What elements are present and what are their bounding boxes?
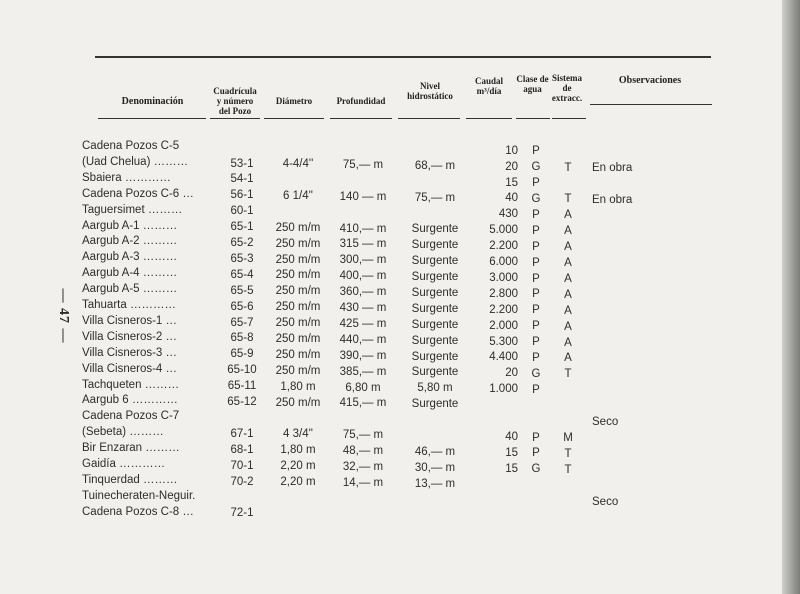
cell-denominacion: Aargub 6 …………	[82, 394, 178, 407]
header-cuadricula: Cuadrícula y número del Pozo	[213, 86, 257, 116]
cell-denominacion: Tinquerdad ………	[82, 473, 178, 486]
cell-diametro: 1,80 m	[280, 380, 316, 393]
cell-clase: G	[531, 367, 541, 380]
cell-sistema: A	[564, 257, 572, 269]
cell-clase: P	[532, 224, 540, 237]
cell-cuadricula: 65-12	[227, 396, 257, 409]
header-rule-5	[398, 118, 460, 119]
cell-nivel: Surgente	[411, 255, 459, 268]
cell-profundidad: 400,— m	[339, 270, 387, 283]
cell-diametro: 250 m/m	[275, 364, 321, 377]
cell-caudal: 1.000	[489, 383, 518, 396]
cell-denominacion: Cadena Pozos C-5	[82, 140, 180, 152]
cell-cuadricula: 65-7	[230, 316, 254, 329]
cell-profundidad: 300,— m	[339, 254, 387, 267]
cell-caudal: 2.000	[489, 319, 518, 332]
cell-sistema: A	[564, 241, 572, 254]
header-rule-7	[516, 118, 550, 119]
cell-cuadricula: 70-2	[230, 475, 254, 488]
cell-cuadricula: 72-1	[230, 507, 254, 520]
cell-clase: P	[532, 383, 540, 396]
header-rule-9	[590, 104, 712, 105]
cell-denominacion: Bir Enzaran ………	[82, 442, 180, 455]
cell-nivel: 68,— m	[414, 159, 456, 172]
cell-profundidad: 440,— m	[339, 333, 387, 346]
cell-cuadricula: 70-1	[230, 459, 254, 472]
cell-caudal: 2.800	[489, 287, 518, 300]
cell-sistema: A	[564, 304, 572, 317]
cell-observaciones: En obra	[592, 162, 633, 175]
cell-clase: G	[531, 463, 541, 476]
cell-denominacion: Cadena Pozos C-8 …	[82, 505, 194, 518]
cell-observaciones: Seco	[592, 416, 619, 429]
cell-clase: P	[532, 256, 540, 269]
cell-cuadricula: 65-1	[230, 221, 254, 234]
cell-cuadricula: 56-1	[230, 189, 254, 202]
cell-clase: P	[532, 336, 540, 349]
cell-denominacion: Aargub A-4 ………	[82, 267, 178, 280]
page-number: — 47 —	[56, 288, 71, 344]
cell-denominacion: (Sebeta) ………	[82, 426, 164, 439]
book-spine	[782, 0, 800, 594]
cell-caudal: 15	[505, 462, 518, 475]
cell-profundidad: 385,— m	[339, 365, 387, 378]
cell-nivel: 13,— m	[414, 477, 456, 490]
cell-clase: P	[532, 320, 540, 333]
cell-cuadricula: 65-8	[230, 332, 254, 345]
cell-clase: P	[532, 208, 540, 221]
cell-sistema: T	[564, 447, 572, 460]
cell-caudal: 40	[505, 192, 518, 205]
cell-clase: P	[532, 272, 540, 285]
cell-profundidad: 32,— m	[342, 461, 384, 473]
cell-profundidad: 14,— m	[342, 476, 384, 489]
cell-nivel: 5,80 m	[417, 382, 453, 395]
cell-diametro: 250 m/m	[275, 237, 321, 250]
cell-clase: P	[532, 304, 540, 317]
cell-cuadricula: 65-9	[230, 348, 254, 361]
cell-diametro: 2,20 m	[280, 460, 316, 473]
header-rule-3	[264, 118, 324, 119]
cell-cuadricula: 65-5	[230, 284, 254, 297]
cell-caudal: 20	[505, 367, 518, 380]
cell-sistema: A	[564, 336, 572, 349]
cell-diametro: 4-4/4''	[282, 158, 314, 171]
cell-cuadricula: 65-2	[230, 237, 254, 250]
header-rule-8	[552, 118, 586, 119]
cell-cuadricula: 53-1	[230, 157, 254, 170]
cell-cuadricula: 65-11	[227, 380, 257, 393]
cell-profundidad: 75,— m	[342, 158, 384, 171]
cell-diametro: 250 m/m	[275, 301, 321, 314]
cell-caudal: 15	[505, 176, 518, 189]
cell-profundidad: 6,80 m	[345, 381, 381, 394]
cell-denominacion: (Uad Chelua) ………	[82, 155, 189, 168]
top-rule	[95, 56, 711, 58]
cell-nivel: Surgente	[411, 318, 459, 331]
cell-sistema: M	[563, 431, 573, 444]
header-rule-6	[466, 118, 512, 119]
cell-diametro: 250 m/m	[275, 348, 321, 361]
cell-profundidad: 315 — m	[339, 238, 387, 251]
cell-clase: P	[532, 288, 540, 301]
cell-profundidad: 425 — m	[339, 317, 387, 330]
cell-observaciones: Seco	[592, 495, 619, 508]
cell-diametro: 250 m/m	[275, 333, 321, 345]
cell-sistema: A	[564, 320, 572, 333]
cell-nivel: Surgente	[411, 223, 459, 236]
cell-denominacion: Aargub A-2 ………	[82, 235, 178, 248]
cell-profundidad: 430 — m	[339, 302, 387, 314]
cell-denominacion: Villa Cisneros-3 …	[82, 346, 178, 359]
cell-nivel: 30,— m	[414, 461, 456, 474]
cell-clase: P	[532, 447, 540, 460]
cell-profundidad: 75,— m	[342, 429, 384, 442]
cell-denominacion: Tahuarta …………	[82, 299, 176, 311]
cell-cuadricula: 65-3	[230, 252, 254, 265]
cell-diametro: 4 3/4''	[283, 428, 313, 441]
cell-nivel: Surgente	[411, 271, 459, 284]
cell-diametro: 250 m/m	[275, 285, 321, 298]
cell-nivel: Surgente	[411, 286, 459, 299]
header-diametro: Diámetro	[275, 96, 313, 106]
cell-clase: G	[531, 193, 541, 206]
cell-caudal: 3.000	[489, 271, 518, 284]
cell-cuadricula: 54-1	[230, 173, 254, 186]
cell-denominacion: Villa Cisneros-1 …	[82, 314, 178, 327]
cell-profundidad: 48,— m	[342, 445, 384, 458]
cell-nivel: 46,— m	[414, 445, 456, 458]
cell-denominacion: Cadena Pozos C-7	[82, 410, 180, 423]
cell-caudal: 5.000	[489, 224, 518, 237]
cell-nivel: Surgente	[411, 366, 459, 379]
cell-cuadricula: 60-1	[230, 205, 254, 218]
header-denominacion: Denominación	[121, 96, 184, 107]
cell-sistema: T	[564, 161, 572, 174]
cell-denominacion: Cadena Pozos C-6 …	[82, 187, 194, 200]
cell-diametro: 1,80 m	[280, 444, 316, 457]
cell-clase: P	[532, 177, 540, 190]
cell-denominacion: Aargub A-3 ………	[82, 251, 178, 264]
cell-profundidad: 415,— m	[339, 397, 387, 410]
header-rule-4	[330, 118, 392, 119]
cell-cuadricula: 67-1	[230, 427, 254, 440]
cell-nivel: Surgente	[411, 302, 459, 315]
cell-nivel: Surgente	[411, 239, 459, 252]
cell-profundidad: 360,— m	[339, 286, 387, 299]
header-profundidad: Profundidad	[336, 96, 386, 106]
cell-clase: P	[532, 145, 540, 158]
cell-diametro: 2,20 m	[280, 476, 316, 489]
cell-profundidad: 410,— m	[339, 222, 387, 235]
header-rule-1	[98, 118, 206, 119]
cell-diametro: 250 m/m	[275, 396, 321, 409]
cell-caudal: 15	[505, 446, 518, 459]
header-clase: Clase de agua	[516, 74, 549, 94]
cell-sistema: A	[564, 352, 572, 365]
cell-denominacion: Aargub A-1 ………	[82, 219, 178, 232]
cell-caudal: 4.400	[489, 351, 518, 364]
header-sistema: Sistema de extracc.	[551, 73, 583, 103]
cell-observaciones: En obra	[592, 193, 633, 206]
cell-cuadricula: 65-6	[230, 300, 254, 313]
cell-denominacion: Villa Cisneros-2 …	[82, 330, 178, 343]
cell-cuadricula: 65-4	[230, 268, 254, 281]
cell-diametro: 250 m/m	[275, 317, 321, 330]
cell-denominacion: Sbaiera …………	[82, 171, 171, 184]
cell-sistema: A	[564, 209, 572, 222]
cell-profundidad: 390,— m	[339, 349, 387, 362]
cell-diametro: 250 m/m	[275, 221, 321, 234]
cell-clase: P	[532, 431, 540, 444]
cell-caudal: 430	[498, 208, 518, 221]
cell-sistema: T	[564, 193, 572, 206]
cell-diametro: 250 m/m	[275, 253, 321, 266]
cell-caudal: 5.300	[489, 335, 518, 348]
cell-denominacion: Villa Cisneros-4 …	[82, 362, 178, 375]
cell-denominacion: Gaidía …………	[82, 458, 166, 470]
header-rule-2	[210, 118, 260, 119]
cell-sistema: A	[564, 225, 572, 238]
cell-nivel: Surgente	[411, 334, 459, 347]
cell-sistema: T	[564, 368, 572, 381]
header-nivel: Nivel hidrostático	[407, 81, 453, 101]
cell-profundidad: 140 — m	[339, 190, 387, 203]
cell-caudal: 10	[505, 144, 518, 157]
header-caudal: Caudal m³/día	[474, 76, 503, 96]
cell-clase: G	[531, 161, 541, 174]
cell-denominacion: Aargub A-5 ………	[82, 283, 178, 296]
cell-diametro: 6 1/4''	[283, 189, 313, 202]
cell-denominacion: Taguersimet ………	[82, 203, 183, 216]
cell-sistema: A	[564, 272, 572, 285]
header-observaciones: Observaciones	[618, 75, 682, 86]
cell-denominacion: Tuinecheraten-Neguir.	[82, 489, 196, 502]
cell-sistema: T	[564, 463, 572, 476]
cell-caudal: 40	[505, 430, 518, 443]
cell-caudal: 2.200	[489, 303, 518, 316]
cell-clase: P	[532, 240, 540, 253]
cell-clase: P	[532, 352, 540, 365]
cell-caudal: 20	[505, 160, 518, 173]
cell-cuadricula: 65-10	[227, 364, 257, 377]
cell-nivel: Surgente	[411, 398, 459, 411]
cell-denominacion: Tachqueten ………	[82, 378, 180, 391]
cell-caudal: 6.000	[489, 256, 518, 269]
cell-nivel: 75,— m	[414, 191, 456, 204]
cell-cuadricula: 68-1	[230, 443, 254, 456]
cell-caudal: 2.200	[489, 240, 518, 253]
cell-sistema: A	[564, 288, 572, 301]
cell-nivel: Surgente	[411, 350, 459, 363]
cell-diametro: 250 m/m	[275, 269, 321, 282]
